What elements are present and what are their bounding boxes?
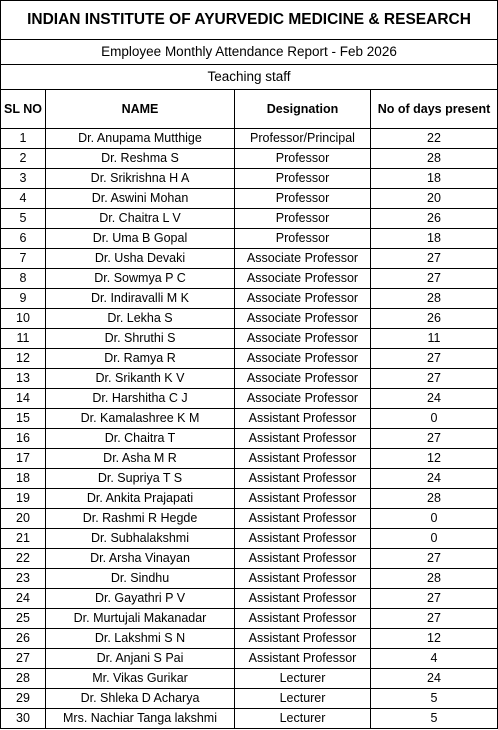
cell-days-present: 26 [371, 209, 498, 229]
cell-designation: Professor [235, 149, 371, 169]
cell-sl-no: 22 [1, 549, 46, 569]
cell-days-present: 4 [371, 649, 498, 669]
cell-designation: Professor [235, 169, 371, 189]
cell-name: Dr. Sindhu [46, 569, 235, 589]
table-row [1, 329, 498, 349]
cell-designation: Assistant Professor [235, 549, 371, 569]
cell-sl-no: 25 [1, 609, 46, 629]
cell-days-present: 24 [371, 389, 498, 409]
cell-days-present: 18 [371, 169, 498, 189]
cell-sl-no: 17 [1, 449, 46, 469]
cell-name: Dr. Ankita Prajapati [46, 489, 235, 509]
cell-name: Dr. Reshma S [46, 149, 235, 169]
cell-name: Dr. Sowmya P C [46, 269, 235, 289]
cell-designation: Professor/Principal [235, 129, 371, 149]
table-row [1, 289, 498, 309]
table-row [1, 429, 498, 449]
cell-sl-no: 23 [1, 569, 46, 589]
section-label: Teaching staff [1, 65, 498, 90]
table-row [1, 149, 498, 169]
cell-name: Dr. Indiravalli M K [46, 289, 235, 309]
cell-designation: Assistant Professor [235, 529, 371, 549]
table-row [1, 589, 498, 609]
cell-name: Dr. Usha Devaki [46, 249, 235, 269]
cell-name: Dr. Chaitra T [46, 429, 235, 449]
cell-sl-no: 28 [1, 669, 46, 689]
cell-days-present: 27 [371, 609, 498, 629]
cell-designation: Assistant Professor [235, 569, 371, 589]
cell-designation: Assistant Professor [235, 429, 371, 449]
cell-name: Mr. Vikas Gurikar [46, 669, 235, 689]
cell-name: Dr. Supriya T S [46, 469, 235, 489]
table-row [1, 569, 498, 589]
col-header-days-present: No of days present [371, 90, 498, 129]
table-row [1, 689, 498, 709]
cell-days-present: 28 [371, 489, 498, 509]
cell-sl-no: 9 [1, 289, 46, 309]
cell-designation: Lecturer [235, 709, 371, 729]
cell-name: Dr. Subhalakshmi [46, 529, 235, 549]
cell-days-present: 11 [371, 329, 498, 349]
table-row [1, 189, 498, 209]
cell-sl-no: 15 [1, 409, 46, 429]
cell-sl-no: 26 [1, 629, 46, 649]
table-row [1, 389, 498, 409]
cell-designation: Associate Professor [235, 349, 371, 369]
cell-days-present: 20 [371, 189, 498, 209]
cell-name: Dr. Rashmi R Hegde [46, 509, 235, 529]
institute-title: INDIAN INSTITUTE OF AYURVEDIC MEDICINE & RESEARCH [1, 1, 498, 40]
cell-sl-no: 1 [1, 129, 46, 149]
cell-sl-no: 12 [1, 349, 46, 369]
cell-days-present: 12 [371, 449, 498, 469]
cell-designation: Professor [235, 209, 371, 229]
cell-name: Dr. Murtujali Makanadar [46, 609, 235, 629]
cell-designation: Professor [235, 229, 371, 249]
table-row [1, 169, 498, 189]
cell-sl-no: 2 [1, 149, 46, 169]
cell-name: Dr. Kamalashree K M [46, 409, 235, 429]
cell-designation: Associate Professor [235, 309, 371, 329]
cell-designation: Assistant Professor [235, 609, 371, 629]
cell-sl-no: 13 [1, 369, 46, 389]
cell-days-present: 18 [371, 229, 498, 249]
cell-name: Dr. Aswini Mohan [46, 189, 235, 209]
cell-sl-no: 21 [1, 529, 46, 549]
table-body [1, 129, 498, 729]
cell-name: Dr. Anupama Mutthige [46, 129, 235, 149]
table-row [1, 209, 498, 229]
cell-name: Dr. Asha M R [46, 449, 235, 469]
cell-days-present: 27 [371, 429, 498, 449]
table-row [1, 549, 498, 569]
cell-days-present: 0 [371, 509, 498, 529]
cell-days-present: 0 [371, 529, 498, 549]
cell-sl-no: 27 [1, 649, 46, 669]
col-header-designation: Designation [235, 90, 371, 129]
cell-sl-no: 6 [1, 229, 46, 249]
cell-name: Dr. Srikanth K V [46, 369, 235, 389]
cell-days-present: 27 [371, 269, 498, 289]
table-row [1, 649, 498, 669]
cell-days-present: 5 [371, 709, 498, 729]
cell-designation: Assistant Professor [235, 489, 371, 509]
col-header-sl-no: SL NO [1, 90, 46, 129]
table-row [1, 669, 498, 689]
table-row [1, 469, 498, 489]
cell-designation: Assistant Professor [235, 589, 371, 609]
cell-designation: Assistant Professor [235, 449, 371, 469]
cell-name: Dr. Anjani S Pai [46, 649, 235, 669]
table-row [1, 489, 498, 509]
cell-sl-no: 3 [1, 169, 46, 189]
cell-sl-no: 14 [1, 389, 46, 409]
cell-sl-no: 29 [1, 689, 46, 709]
table-row [1, 509, 498, 529]
table-row [1, 709, 498, 729]
cell-sl-no: 30 [1, 709, 46, 729]
cell-name: Dr. Srikrishna H A [46, 169, 235, 189]
cell-designation: Associate Professor [235, 369, 371, 389]
cell-designation: Assistant Professor [235, 629, 371, 649]
cell-days-present: 27 [371, 249, 498, 269]
cell-days-present: 27 [371, 349, 498, 369]
cell-days-present: 24 [371, 669, 498, 689]
cell-sl-no: 11 [1, 329, 46, 349]
cell-designation: Associate Professor [235, 329, 371, 349]
cell-designation: Assistant Professor [235, 649, 371, 669]
cell-sl-no: 7 [1, 249, 46, 269]
table-row [1, 129, 498, 149]
table-row [1, 269, 498, 289]
cell-name: Dr. Lekha S [46, 309, 235, 329]
cell-designation: Associate Professor [235, 289, 371, 309]
cell-name: Dr. Shruthi S [46, 329, 235, 349]
cell-days-present: 22 [371, 129, 498, 149]
cell-days-present: 24 [371, 469, 498, 489]
table-row [1, 249, 498, 269]
cell-days-present: 28 [371, 149, 498, 169]
cell-days-present: 27 [371, 549, 498, 569]
table-row [1, 349, 498, 369]
cell-days-present: 26 [371, 309, 498, 329]
cell-sl-no: 20 [1, 509, 46, 529]
cell-designation: Assistant Professor [235, 469, 371, 489]
cell-sl-no: 18 [1, 469, 46, 489]
cell-sl-no: 16 [1, 429, 46, 449]
table-row [1, 409, 498, 429]
cell-name: Dr. Lakshmi S N [46, 629, 235, 649]
cell-sl-no: 8 [1, 269, 46, 289]
table-row [1, 629, 498, 649]
cell-days-present: 27 [371, 589, 498, 609]
cell-days-present: 12 [371, 629, 498, 649]
cell-days-present: 0 [371, 409, 498, 429]
table-row [1, 529, 498, 549]
cell-name: Dr. Uma B Gopal [46, 229, 235, 249]
cell-name: Mrs. Nachiar Tanga lakshmi [46, 709, 235, 729]
cell-sl-no: 4 [1, 189, 46, 209]
cell-name: Dr. Arsha Vinayan [46, 549, 235, 569]
report-subtitle: Employee Monthly Attendance Report - Feb 2026 [1, 40, 498, 65]
table-row [1, 309, 498, 329]
cell-sl-no: 19 [1, 489, 46, 509]
header-row [1, 90, 498, 129]
table-row [1, 609, 498, 629]
table-row [1, 229, 498, 249]
cell-sl-no: 10 [1, 309, 46, 329]
cell-designation: Associate Professor [235, 249, 371, 269]
cell-name: Dr. Harshitha C J [46, 389, 235, 409]
cell-name: Dr. Gayathri P V [46, 589, 235, 609]
cell-sl-no: 5 [1, 209, 46, 229]
cell-days-present: 27 [371, 369, 498, 389]
col-header-name: NAME [46, 90, 235, 129]
cell-name: Dr. Shleka D Acharya [46, 689, 235, 709]
cell-designation: Assistant Professor [235, 509, 371, 529]
cell-designation: Lecturer [235, 669, 371, 689]
cell-designation: Assistant Professor [235, 409, 371, 429]
table-row [1, 369, 498, 389]
cell-designation: Associate Professor [235, 389, 371, 409]
cell-designation: Associate Professor [235, 269, 371, 289]
cell-days-present: 28 [371, 569, 498, 589]
cell-sl-no: 24 [1, 589, 46, 609]
table-row [1, 449, 498, 469]
cell-designation: Lecturer [235, 689, 371, 709]
cell-designation: Professor [235, 189, 371, 209]
cell-name: Dr. Chaitra L V [46, 209, 235, 229]
cell-days-present: 28 [371, 289, 498, 309]
cell-name: Dr. Ramya R [46, 349, 235, 369]
cell-days-present: 5 [371, 689, 498, 709]
